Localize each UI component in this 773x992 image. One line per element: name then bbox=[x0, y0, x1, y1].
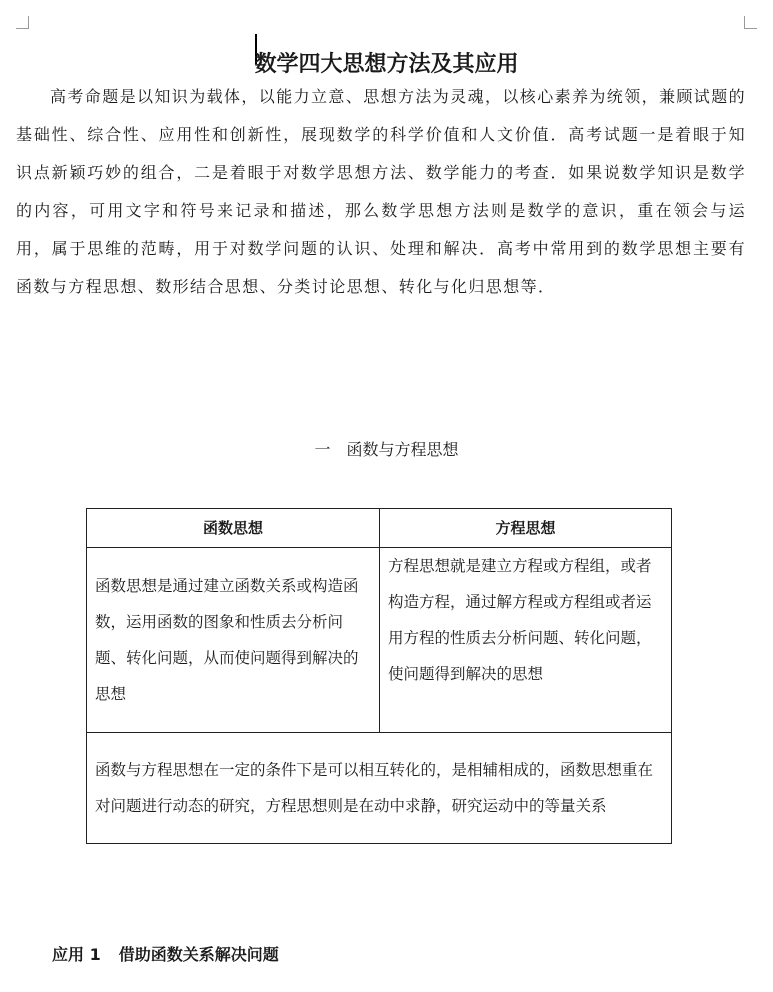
intro-paragraph[interactable]: 高考命题是以知识为载体，以能力立意、思想方法为灵魂，以核心素养为统领，兼顾试题的基础性、综合性、应用性和创新性，展现数学的科学价值和人文价值．高考试题一是着眼于知识点新颖巧妙的组合，二是着眼于对数学思想方法、数学能力的考查．如果说数学知识是数学的内容，可用文字和符号来记录和描述，那么数学思想方法则是数学的意识，重在领会与运用，属于思维的范畴，用于对数学问题的认识、处理和解决．高考中常用到的数学思想主要有函数与方程思想、数形结合思想、分类讨论思想、转化与化归思想等． bbox=[16, 87, 747, 296]
document-title[interactable]: 数学四大思想方法及其应用 bbox=[254, 50, 519, 77]
header-function-idea[interactable]: 函数思想 bbox=[87, 509, 380, 548]
page-corner-mark-top-left bbox=[16, 16, 29, 29]
comparison-table[interactable] bbox=[86, 508, 672, 844]
cell-equation-idea[interactable]: 方程思想就是建立方程或方程组，或者构造方程，通过解方程或方程组或者运用方程的性质去分析问题、转化问题，使问题得到解决的思想 bbox=[380, 548, 672, 733]
section-number: 一 bbox=[314, 440, 331, 459]
application-title: 借助函数关系解决问题 bbox=[118, 945, 279, 964]
section-title: 函数与方程思想 bbox=[346, 440, 459, 459]
table-row bbox=[87, 733, 672, 844]
application-label: 应用 1 bbox=[52, 945, 101, 964]
page-corner-mark-top-right bbox=[744, 16, 757, 29]
table-row bbox=[87, 548, 672, 733]
header-equation-idea[interactable]: 方程思想 bbox=[380, 509, 672, 548]
section-heading[interactable] bbox=[0, 436, 773, 464]
cell-relation[interactable]: 函数与方程思想在一定的条件下是可以相互转化的，是相辅相成的，函数思想重在对问题进行动态的研究，方程思想则是在动中求静，研究运动中的等量关系 bbox=[87, 733, 672, 844]
application-heading[interactable] bbox=[52, 941, 279, 969]
cell-function-idea[interactable]: 函数思想是通过建立函数关系或构造函数，运用函数的图象和性质去分析问题、转化问题，从而使问题得到解决的思想 bbox=[87, 548, 380, 733]
table-header-row bbox=[87, 509, 672, 548]
